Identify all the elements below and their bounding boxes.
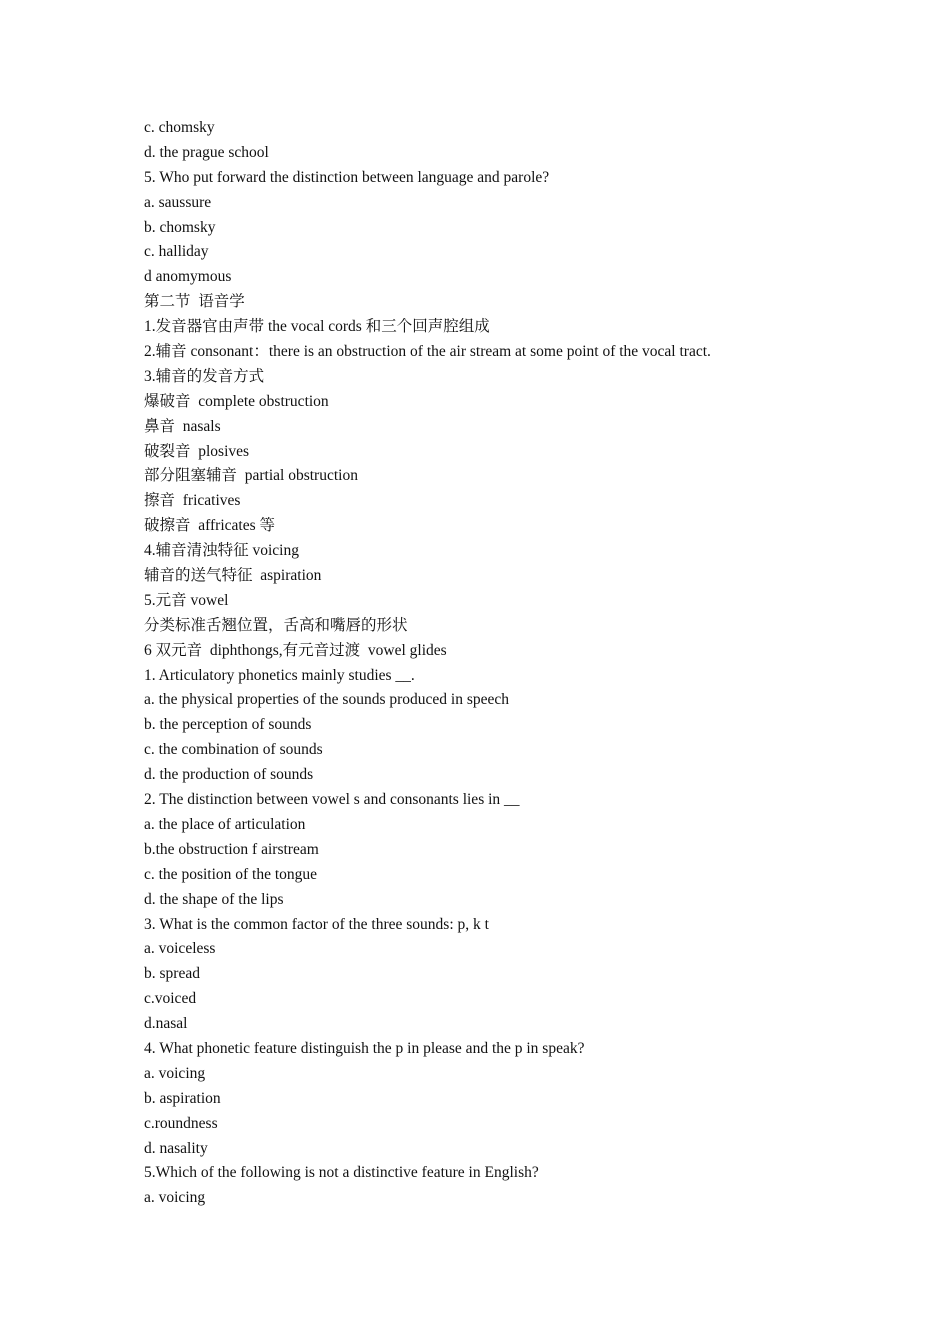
question-line: 1. Articulatory phonetics mainly studies __. bbox=[144, 666, 415, 684]
option-line: d. the shape of the lips bbox=[144, 890, 284, 908]
text-line: 3.辅音的发音方式 bbox=[144, 367, 265, 385]
option-line: b. the perception of sounds bbox=[144, 716, 312, 734]
text-line: 分类标准舌翘位置，舌高和嘴唇的形状 bbox=[144, 616, 408, 634]
option-line: a. the place of articulation bbox=[144, 815, 306, 833]
option-line: a. voiceless bbox=[144, 940, 216, 958]
option-line: a. voicing bbox=[144, 1189, 206, 1207]
option-line: c.voiced bbox=[144, 990, 197, 1008]
option-line: d anomymous bbox=[144, 268, 232, 286]
text-line: 4.辅音清浊特征 voicing bbox=[144, 542, 299, 560]
question-line: 4. What phonetic feature distinguish the p in please and the p in speak? bbox=[144, 1039, 585, 1057]
text-line: 破擦音 affricates 等 bbox=[144, 517, 275, 535]
text-line: 鼻音 nasals bbox=[144, 417, 221, 435]
text-line: 破裂音 plosives bbox=[144, 442, 250, 460]
text-line: c. chomsky bbox=[144, 119, 215, 136]
text-line: 2.辅音 consonant：there is an obstruction of the air stream at some point of the vocal tract. bbox=[144, 343, 711, 361]
question-line: 2. The distinction between vowel s and consonants lies in __ bbox=[144, 791, 520, 809]
question-line: 5. Who put forward the distinction between language and parole? bbox=[144, 168, 550, 186]
option-line: b.the obstruction f airstream bbox=[144, 840, 319, 858]
text-line: 辅音的送气特征 aspiration bbox=[144, 567, 322, 585]
option-line: c. halliday bbox=[144, 243, 209, 261]
option-line: c. the combination of sounds bbox=[144, 741, 323, 759]
text-line: 1.发音器官由声带 the vocal cords 和三个回声腔组成 bbox=[144, 318, 490, 336]
text-line: 擦音 fricatives bbox=[144, 492, 241, 510]
text-line: 5.元音 vowel bbox=[144, 591, 229, 609]
document-body bbox=[144, 116, 904, 1211]
option-line: c. the position of the tongue bbox=[144, 865, 318, 883]
option-line: b. aspiration bbox=[144, 1089, 221, 1107]
option-line: b. chomsky bbox=[144, 218, 216, 236]
text-line: 爆破音 complete obstruction bbox=[144, 392, 329, 410]
section-heading: 第二节 语音学 bbox=[144, 293, 245, 311]
text-line: d. the prague school bbox=[144, 143, 269, 161]
question-line: 5.Which of the following is not a distinctive feature in English? bbox=[144, 1164, 539, 1182]
text-line: 部分阻塞辅音 partial obstruction bbox=[144, 467, 358, 485]
text-line: 6 双元音 diphthongs,有元音过渡 vowel glides bbox=[144, 641, 447, 659]
option-line: a. voicing bbox=[144, 1064, 206, 1082]
option-line: d.nasal bbox=[144, 1015, 188, 1033]
option-line: c.roundness bbox=[144, 1114, 218, 1132]
question-line: 3. What is the common factor of the three sounds: p, k t bbox=[144, 915, 489, 933]
option-line: d. the production of sounds bbox=[144, 766, 314, 784]
option-line: d. nasality bbox=[144, 1139, 208, 1157]
option-line: a. the physical properties of the sounds produced in speech bbox=[144, 691, 510, 709]
option-line: b. spread bbox=[144, 965, 200, 983]
option-line: a. saussure bbox=[144, 193, 212, 211]
